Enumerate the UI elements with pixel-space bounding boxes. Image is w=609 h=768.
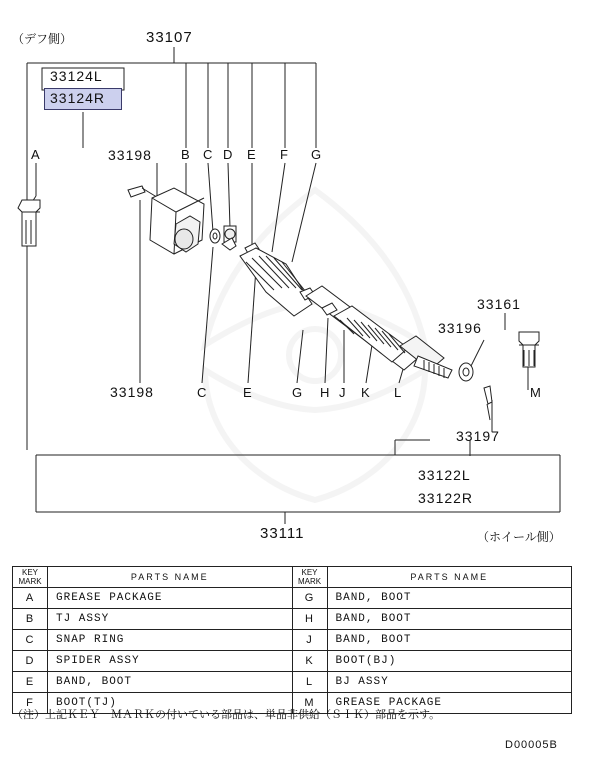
part-number-33122l: 33122L	[418, 467, 471, 483]
part-name-h: BAND, BOOT	[327, 609, 572, 630]
header-key-mark-right	[292, 567, 327, 588]
part-number-33197: 33197	[456, 428, 500, 444]
footer-note: （注）上記ＫＥＹ ＭＡＲＫの付いている部品は、単品非供給（ＳＩＫ）部品を示す。	[12, 709, 441, 721]
part-number-33111: 33111	[260, 525, 305, 542]
part-number-33122r: 33122R	[418, 490, 474, 506]
header-parts-name-left: PARTS NAME	[48, 567, 293, 588]
callout-a-top: A	[31, 147, 40, 162]
table-row	[13, 651, 572, 672]
part-number-33198-top: 33198	[108, 147, 152, 163]
header-key-line1-right: KEY	[301, 568, 318, 577]
table-row	[13, 588, 572, 609]
key-mark-j: J	[292, 630, 327, 651]
callout-k-bottom: K	[361, 385, 370, 400]
header-key-line2-right: MARK	[297, 577, 322, 586]
key-mark-d: D	[13, 651, 48, 672]
part-name-a: GREASE PACKAGE	[48, 588, 293, 609]
callout-d-top: D	[223, 147, 233, 162]
part-name-b: TJ ASSY	[48, 609, 293, 630]
callout-h-bottom: H	[320, 385, 330, 400]
callout-g-bottom: G	[292, 385, 303, 400]
key-mark-k: K	[292, 651, 327, 672]
key-mark-e: E	[13, 672, 48, 693]
part-name-l: BJ ASSY	[327, 672, 572, 693]
part-number-33124r-highlight[interactable]: 33124R	[44, 88, 122, 110]
table-row	[13, 630, 572, 651]
callout-l-bottom: L	[394, 385, 402, 400]
callout-e-top: E	[247, 147, 256, 162]
part-number-33161: 33161	[477, 296, 521, 312]
key-mark-c: C	[13, 630, 48, 651]
callout-c-top: C	[203, 147, 213, 162]
key-mark-f: F	[13, 693, 48, 714]
label-diff-side: （デフ側）	[12, 32, 73, 46]
callout-e-bottom: E	[243, 385, 252, 400]
key-mark-g: G	[292, 588, 327, 609]
part-number-33107: 33107	[146, 29, 193, 46]
key-mark-l: L	[292, 672, 327, 693]
part-name-f: BOOT(TJ)	[48, 693, 293, 714]
callout-m: M	[530, 385, 541, 400]
key-mark-h: H	[292, 609, 327, 630]
key-mark-a: A	[13, 588, 48, 609]
table-row	[13, 609, 572, 630]
part-name-e: BAND, BOOT	[48, 672, 293, 693]
part-name-g: BAND, BOOT	[327, 588, 572, 609]
header-key-line2: MARK	[18, 577, 42, 586]
part-name-j: BAND, BOOT	[327, 630, 572, 651]
part-number-33196: 33196	[438, 320, 482, 336]
callout-c-bottom: C	[197, 385, 207, 400]
callout-g-top: G	[311, 147, 322, 162]
callout-j-bottom: J	[339, 385, 346, 400]
table-header-row	[13, 567, 572, 588]
key-mark-b: B	[13, 609, 48, 630]
part-name-k: BOOT(BJ)	[327, 651, 572, 672]
part-number-33198-bottom: 33198	[110, 384, 154, 400]
table-row	[13, 672, 572, 693]
callout-b-top: B	[181, 147, 190, 162]
part-number-33124l: 33124L	[50, 68, 103, 84]
part-name-c: SNAP RING	[48, 630, 293, 651]
part-name-d: SPIDER ASSY	[48, 651, 293, 672]
parts-table	[12, 566, 572, 714]
callout-f-top: F	[280, 147, 288, 162]
label-wheel-side: （ホイール側）	[477, 530, 561, 544]
header-key-line1: KEY	[21, 568, 38, 577]
part-name-m: GREASE PACKAGE	[327, 693, 572, 714]
header-parts-name-right: PARTS NAME	[327, 567, 572, 588]
footer-code: D00005B	[505, 739, 558, 751]
header-key-mark-left	[13, 567, 48, 588]
key-mark-m: M	[292, 693, 327, 714]
